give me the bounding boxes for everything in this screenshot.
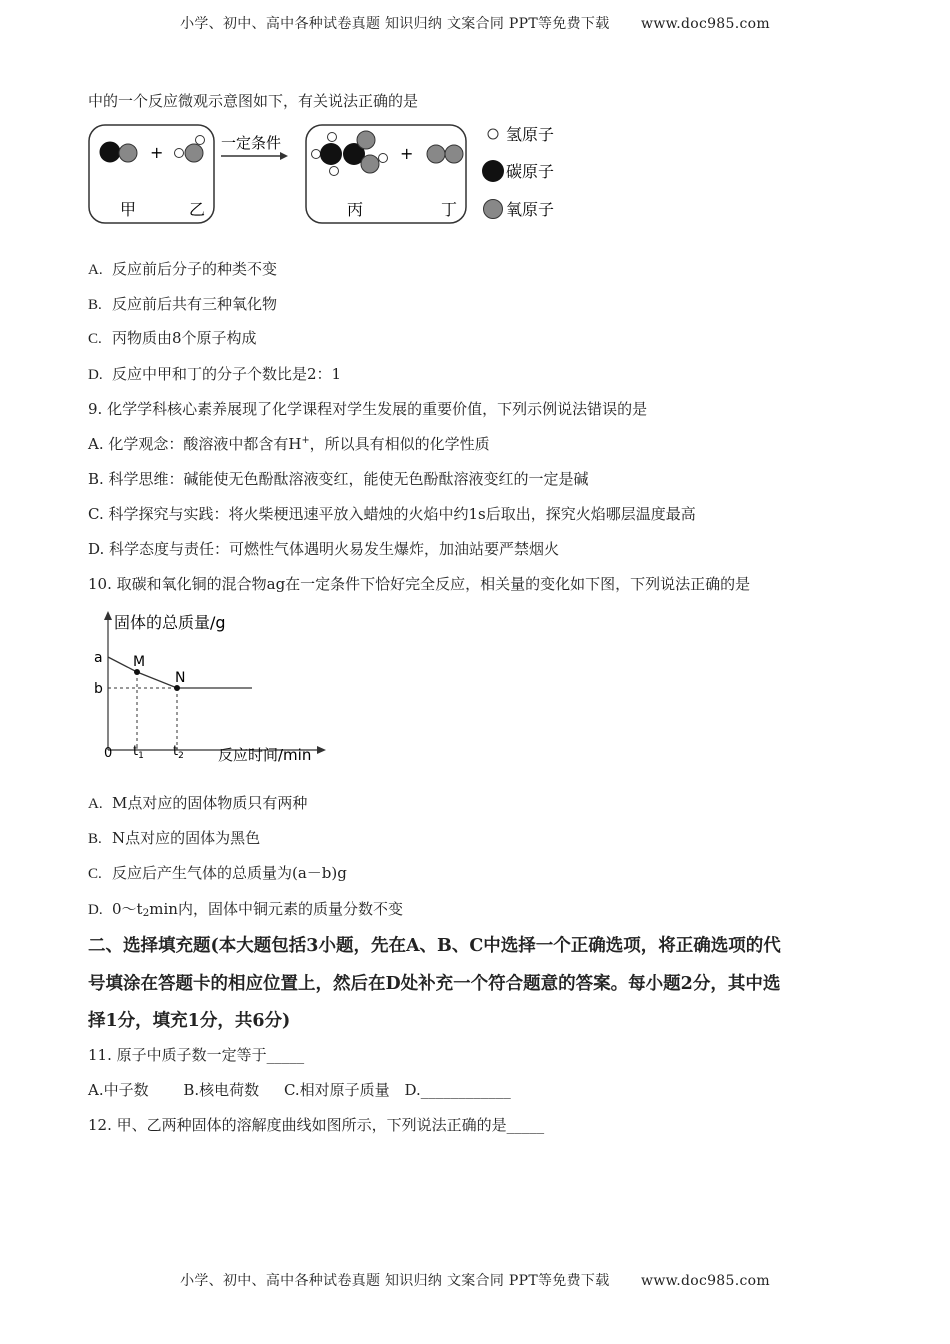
q8-option-a: A. 反应前后分子的种类不变 [88,260,278,278]
origin-label: 0 [104,746,113,761]
oxygen-atom [427,145,445,163]
q11-stem: 11. 原子中质子数一定等于_____ [88,1046,305,1064]
q10-option-b: B. N点对应的固体为黑色 [88,829,261,847]
carbon-atom [100,142,120,162]
label-yi: 乙 [189,200,206,219]
q8-option-c: C. 丙物质由8个原子构成 [88,329,257,347]
oxygen-atom [119,144,137,162]
plus-sign: + [150,143,164,162]
q11-option-c: C.相对原子质量 [283,1081,390,1099]
q8-stem: 中的一个反应微观示意图如下，有关说法正确的是 [88,92,419,110]
section2-heading-line3: 择1分，填充1分，共6分) [88,1011,291,1031]
q9-option-a: A. 化学观念：酸溶液中都含有H+，所以具有相似的化学性质 [88,435,490,453]
page-header [0,13,950,33]
hydrogen-atom [312,150,321,159]
hydrogen-atom [330,167,339,176]
section2-heading-line1: 二、选择填充题(本大题包括3小题，先在A、B、C中选择一个正确选项，将正确选项的代 [88,936,781,956]
q10-option-c: C. 反应后产生气体的总质量为(a－b)g [88,864,347,882]
oxygen-atom [357,131,375,149]
b-tick-label: b [94,681,103,697]
hydrogen-atom [328,133,337,142]
x-axis-label: 反应时间/min [218,746,312,764]
point-m-label: M [133,654,146,670]
arrow-label: 一定条件 [221,134,282,152]
y-axis-arrow [104,611,112,620]
legend-hydrogen-icon [488,129,498,139]
q10-option-d: D. 0～t2min内，固体中铜元素的质量分数不变 [88,900,403,919]
hydrogen-atom [175,149,184,158]
q12-stem: 12. 甲、乙两种固体的溶解度曲线如图所示，下列说法正确的是_____ [88,1116,545,1134]
q11-option-a: A.中子数 [88,1081,149,1099]
section2-heading-line2: 号填涂在答题卡的相应位置上，然后在D处补充一个符合题意的答案。每小题2分，其中选 [88,974,781,994]
q11-options [88,1079,511,1100]
q8-option-b: B. 反应前后共有三种氧化物 [88,295,278,313]
legend-carbon-label: 碳原子 [506,162,555,181]
a-tick-label: a [94,650,103,666]
legend-carbon-icon [482,160,504,182]
q10-option-a: A. M点对应的固体物质只有两种 [88,794,308,812]
point-n-label: N [175,670,186,686]
q11-option-b: B.核电荷数 [183,1081,260,1099]
hydrogen-atom [196,136,205,145]
header-text: 小学、初中、高中各种试卷真题 知识归纳 文案合同 PPT等免费下载 [180,16,610,32]
t2-tick-label: $t_2$ [173,744,184,761]
oxygen-atom [185,144,203,162]
q9-stem: 9. 化学学科核心素养展现了化学课程对学生发展的重要价值，下列示例说法错误的是 [88,400,648,418]
oxygen-atom [361,155,379,173]
label-jia: 甲 [120,200,137,219]
q8-option-d: D. 反应中甲和丁的分子个数比是2：1 [88,365,342,383]
legend-oxygen-icon [484,200,503,219]
carbon-atom [320,143,342,165]
footer-text: 小学、初中、高中各种试卷真题 知识归纳 文案合同 PPT等免费下载 [180,1273,610,1289]
t1-tick-label: $t_1$ [133,744,144,761]
q9-option-d: D. 科学态度与责任：可燃性气体遇明火易发生爆炸，加油站要严禁烟火 [88,540,560,558]
q8-reaction-diagram [86,118,686,230]
legend-hydrogen-label: 氢原子 [506,125,555,144]
legend-oxygen-label: 氧原子 [506,200,555,219]
q10-stem: 10. 取碳和氧化铜的混合物ag在一定条件下恰好完全反应，相关量的变化如下图，下列说法正确的是 [88,575,751,593]
q10-mass-time-graph [90,608,330,768]
hydrogen-atom [379,154,388,163]
x-axis-arrow [317,746,326,754]
y-axis-label: 固体的总质量/g [114,613,226,632]
header-site: www.doc985.com [641,16,770,32]
label-ding: 丁 [441,200,458,219]
q11-option-d: D.____________ [404,1081,511,1099]
q9-option-c: C. 科学探究与实践：将火柴梗迅速平放入蜡烛的火焰中约1s后取出，探究火焰哪层温度最高 [88,505,696,523]
plus-sign: + [400,144,414,163]
label-bing: 丙 [347,200,364,219]
oxygen-atom [445,145,463,163]
q9-option-b: B. 科学思维：碱能使无色酚酞溶液变红，能使无色酚酞溶液变红的一定是碱 [88,470,589,488]
arrow-head [280,152,288,160]
page-footer [0,1270,950,1290]
footer-site: www.doc985.com [641,1273,770,1289]
